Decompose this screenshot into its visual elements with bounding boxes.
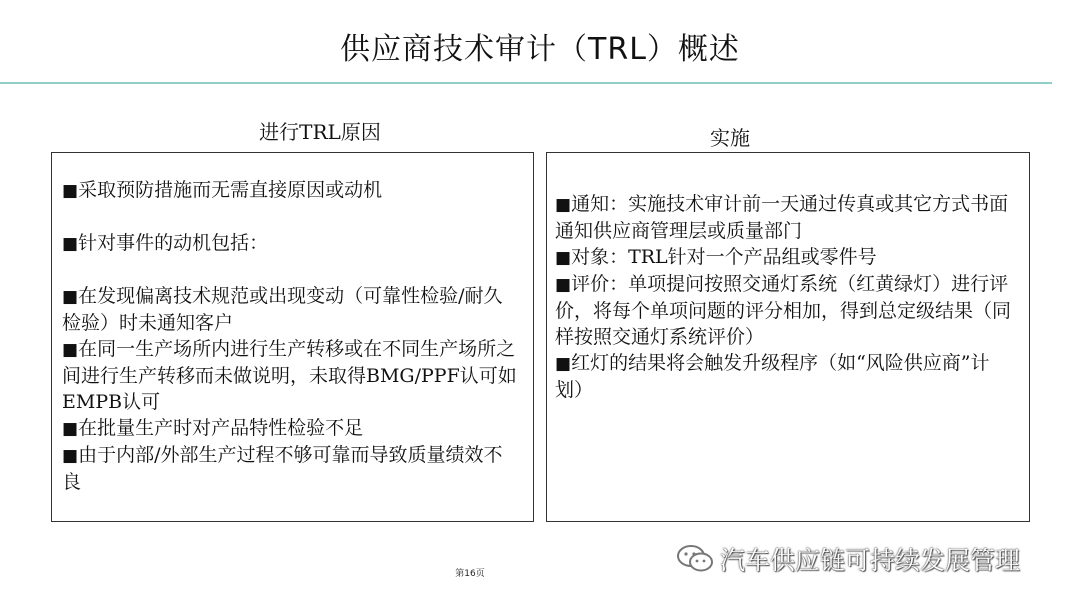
bullet-icon: ■ (62, 340, 79, 360)
list-item: ■在发现偏离技术规范或出现变动（可靠性检验/耐久检验）时未通知客户 (62, 285, 503, 334)
watermark (676, 541, 1020, 577)
list-item: ■对象：TRL针对一个产品组或零件号 (555, 246, 877, 268)
right-column-heading: 实施 (710, 126, 750, 150)
list-item: ■针对事件的动机包括： (62, 232, 269, 254)
reasons-box (51, 152, 534, 522)
bullet-icon: ■ (555, 354, 572, 374)
bullet-icon: ■ (555, 248, 572, 268)
bullet-icon: ■ (62, 446, 79, 466)
list-item: ■评价：单项提问按照交通灯系统（红黄绿灯）进行评价，将每个单项问题的评分相加，得到总定级结果（同样按照交通灯系统评价） (555, 273, 1012, 348)
list-item: ■采取预防措施而无需直接原因或动机 (62, 179, 383, 201)
bullet-icon: ■ (555, 195, 572, 215)
bullet-icon: ■ (62, 419, 79, 439)
page-number: 第16页 (455, 569, 485, 579)
list-item: ■红灯的结果将会触发升级程序（如“风险供应商”计划） (555, 352, 990, 401)
watermark-text: 汽车供应链可持续发展管理 (720, 546, 1021, 575)
bullet-icon: ■ (555, 275, 572, 295)
slide-title: 供应商技术审计（TRL）概述 (340, 32, 740, 67)
bullet-icon: ■ (62, 181, 79, 201)
list-item: ■在同一生产场所内进行生产转移或在不同生产场所之间进行生产转移而未做说明，未取得BMG/PPF认可如EMPB认可 (62, 338, 517, 413)
list-item: ■通知：实施技术审计前一天通过传真或其它方式书面通知供应商管理层或质量部门 (555, 193, 1009, 242)
bullet-icon: ■ (62, 287, 79, 307)
bullet-icon: ■ (62, 234, 79, 254)
list-item: ■由于内部/外部生产过程不够可靠而导致质量绩效不良 (62, 444, 503, 493)
implementation-box (546, 152, 1030, 522)
wechat-icon (676, 543, 714, 575)
left-column-heading: 进行TRL原因 (259, 120, 381, 144)
list-item: ■在批量生产时对产品特性检验不足 (62, 417, 364, 439)
title-divider (0, 82, 1052, 84)
